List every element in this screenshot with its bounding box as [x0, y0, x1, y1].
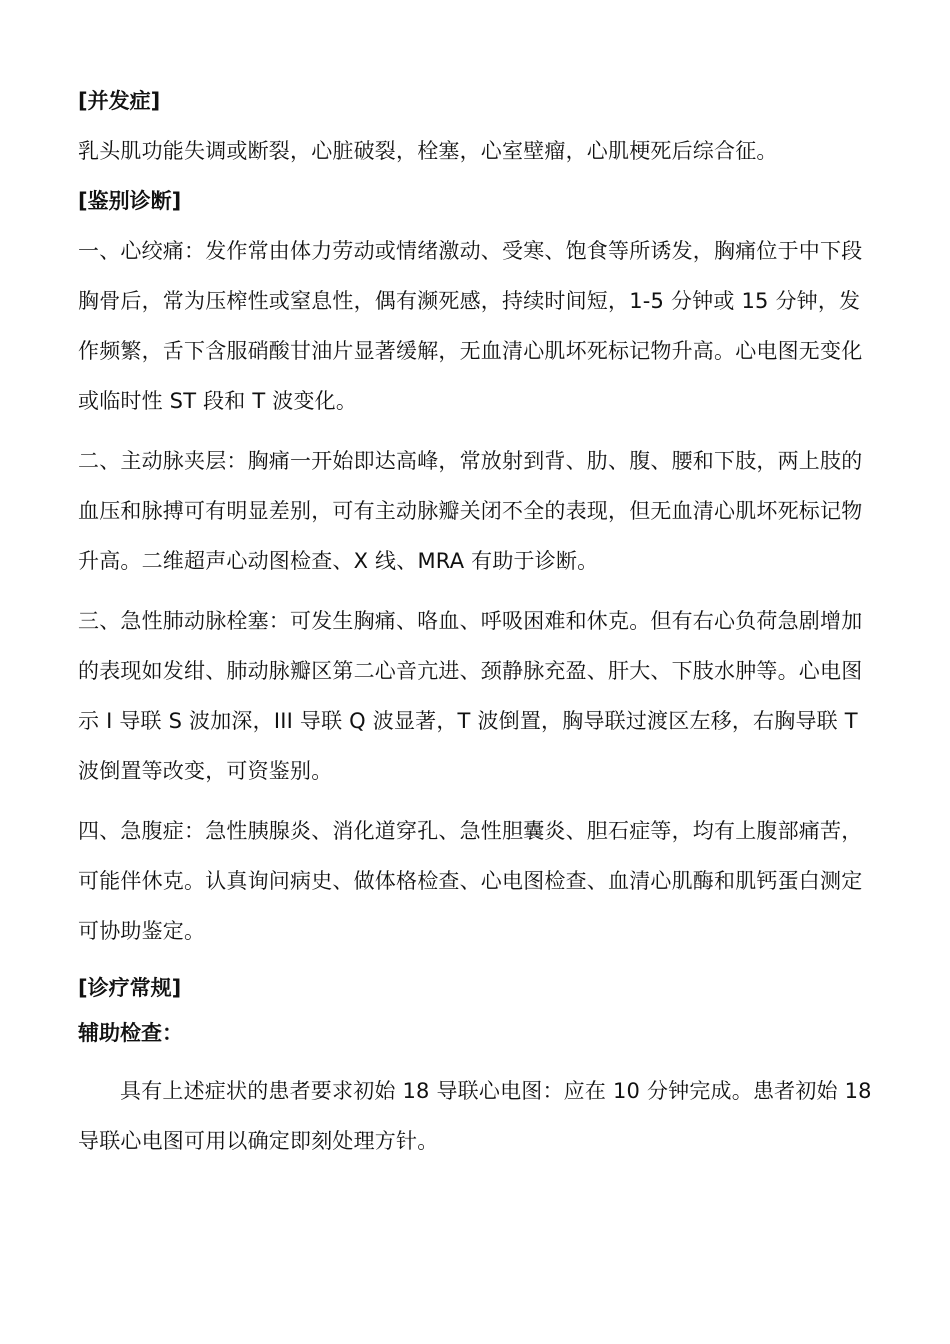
differential-item-pulmonary-embolism: 三、急性肺动脉栓塞：可发生胸痛、咯血、呼吸困难和休克。但有右心负荷急剧增加的表现如发绀、肺动脉瓣区第二心音亢进、颈静脉充盈、肝大、下肢水肿等。心电图示 I 导联 S 波加深，III 导联 Q 波显著，T 波倒置，胸导联过渡区左移，右胸导联 T 波倒置等改变，可资鉴别。 — [78, 609, 863, 783]
differential-item-acute-abdomen: 四、急腹症：急性胰腺炎、消化道穿孔、急性胆囊炎、胆石症等，均有上腹部痛苦，可能伴休克。认真询问病史、做体格检查、心电图检查、血清心肌酶和肌钙蛋白测定可协助鉴定。 — [78, 819, 863, 943]
differential-diagnosis-heading: [鉴别诊断] — [78, 189, 182, 213]
aux-exam-heading: 辅助检查： — [78, 1021, 183, 1045]
document-page — [78, 76, 878, 1166]
differential-item-angina: 一、心绞痛：发作常由体力劳动或情绪激动、受寒、饱食等所诱发，胸痛位于中下段胸骨后，常为压榨性或窒息性，偶有濒死感，持续时间短，1-5 分钟或 15 分钟，发作频繁，舌下含服硝酸甘油片显著缓解，无血清心肌坏死标记物升高。心电图无变化或临时性 ST 段和 T 波变化。 — [78, 239, 863, 413]
complications-text: 乳头肌功能失调或断裂，心脏破裂，栓塞，心室壁瘤，心肌梗死后综合征。 — [78, 139, 778, 163]
aux-exam-text: 具有上述症状的患者要求初始 18 导联心电图：应在 10 分钟完成。患者初始 18 导联心电图可用以确定即刻处理方针。 — [78, 1079, 872, 1153]
differential-item-aortic-dissection: 二、主动脉夹层：胸痛一开始即达高峰，常放射到背、肋、腹、腰和下肢，两上肢的血压和脉搏可有明显差别，可有主动脉瓣关闭不全的表现，但无血清心肌坏死标记物升高。二维超声心动图检查、X 线、MRA 有助于诊断。 — [78, 449, 863, 573]
routine-heading: [诊疗常规] — [78, 976, 182, 1000]
complications-heading: [并发症] — [78, 89, 161, 113]
